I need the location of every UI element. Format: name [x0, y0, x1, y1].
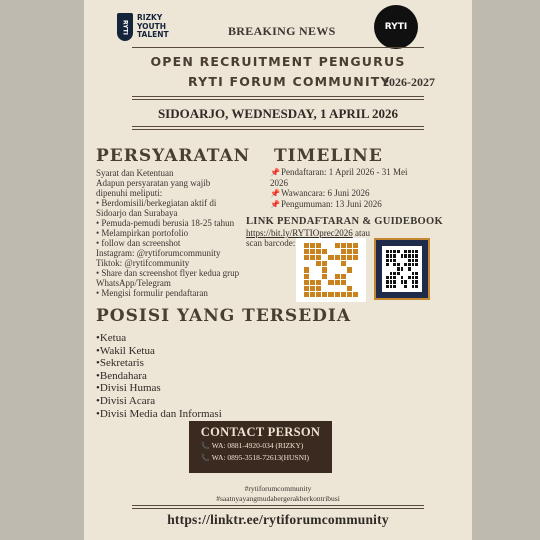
list-item: • Wakil Ketua	[96, 345, 222, 358]
contact-title: CONTACT PERSON	[200, 425, 321, 439]
divider	[132, 96, 424, 97]
requirement-line: • follow dan screenshot	[96, 238, 181, 248]
divider	[132, 126, 424, 127]
timeline-item: 📌Wawancara: 6 Juni 2026	[270, 188, 370, 198]
persyaratan-title: PERSYARATAN	[96, 146, 251, 166]
divider	[132, 47, 424, 48]
list-item: • Divisi Humas	[96, 382, 222, 395]
qr-code-icon[interactable]	[296, 238, 366, 302]
divider	[132, 129, 424, 130]
title-line-2: RYTI FORUM COMMUNITY	[188, 74, 391, 89]
divider	[132, 508, 424, 509]
title-line-1: OPEN RECRUITMENT PENGURUS	[150, 54, 406, 69]
link-block: https://bit.ly/RYTIOprec2026 atau scan barcode:	[246, 228, 370, 248]
pin-icon: 📌	[270, 200, 280, 209]
scan-label: scan barcode:	[246, 238, 296, 248]
requirement-line: • Mengisi formulir pendaftaran	[96, 288, 208, 298]
divider	[132, 505, 424, 506]
contact-person-box	[189, 421, 332, 473]
timeline-list	[270, 167, 407, 210]
divider	[132, 99, 424, 100]
posisi-list	[96, 332, 222, 420]
phone-icon: 📞	[201, 442, 210, 450]
list-item: • Sekretaris	[96, 357, 222, 370]
qr-code-icon[interactable]	[374, 238, 430, 300]
requirement-line: Syarat dan Ketentuan	[96, 168, 174, 178]
hashtags	[84, 484, 472, 504]
timeline-title: TIMELINE	[274, 146, 383, 166]
ryti-logo	[117, 13, 169, 41]
contact-wa-2[interactable]: 📞 WA: 0895-3518-72613(HUSNI)	[201, 453, 309, 462]
requirement-line: WhatsApp/Telegram	[96, 278, 171, 288]
requirement-line: • Melampirkan portofolio	[96, 228, 189, 238]
timeline-item-cont: 2026	[270, 178, 288, 188]
requirement-line: Tiktok: @rytifcommunity	[96, 258, 190, 268]
ryti-forum-logo: RYTI	[374, 5, 418, 49]
timeline-item: 📌Pendaftaran: 1 April 2026 - 31 Mei	[270, 167, 408, 177]
link-title: LINK PENDAFTARAN & GUIDEBOOK	[246, 216, 443, 227]
requirement-line: • Pemuda-pemudi berusia 18-25 tahun	[96, 218, 235, 228]
requirement-line: • Berdomisili/berkegiatan aktif di	[96, 198, 217, 208]
registration-link[interactable]: https://bit.ly/RYTIOprec2026	[246, 228, 353, 238]
list-item: • Divisi Acara	[96, 395, 222, 408]
hashtag: #rytiforumcommunity	[244, 484, 312, 493]
persyaratan-list	[96, 168, 239, 298]
requirement-line: dipenuhi meliputi:	[96, 188, 163, 198]
contact-wa-1[interactable]: 📞 WA: 0881-4920-034 (RIZKY)	[201, 441, 304, 450]
logo-wordmark: RIZKY YOUTH TALENT	[137, 13, 169, 40]
pin-icon: 📌	[270, 189, 280, 198]
requirement-line: Adapun persyaratan yang wajib	[96, 178, 211, 188]
list-item: • Ketua	[96, 332, 222, 345]
dateline: SIDOARJO, WEDNESDAY, 1 APRIL 2026	[157, 106, 399, 121]
title-year: 2026-2027	[383, 75, 435, 89]
shield-icon: RYTI	[117, 13, 133, 41]
phone-icon: 📞	[201, 454, 210, 462]
pin-icon: 📌	[270, 168, 280, 177]
hashtag: #saatnyayangmudabergerakberkontribusi	[216, 494, 340, 503]
timeline-item: 📌Pengumuman: 13 Juni 2026	[270, 199, 382, 209]
requirement-line: Instagram: @rytiforumcommunity	[96, 248, 221, 258]
requirement-line: • Share dan screenshot flyer kedua grup	[96, 268, 240, 278]
list-item: • Divisi Media dan Informasi	[96, 408, 222, 421]
posisi-title: POSISI YANG TERSEDIA	[96, 306, 352, 326]
recruitment-poster	[84, 0, 472, 540]
breaking-news-label: BREAKING NEWS	[228, 24, 336, 38]
list-item: • Bendahara	[96, 370, 222, 383]
linktree-link[interactable]: https://linktr.ee/rytiforumcommunity	[167, 512, 389, 527]
requirement-line: Sidoarjo dan Surabaya	[96, 208, 178, 218]
